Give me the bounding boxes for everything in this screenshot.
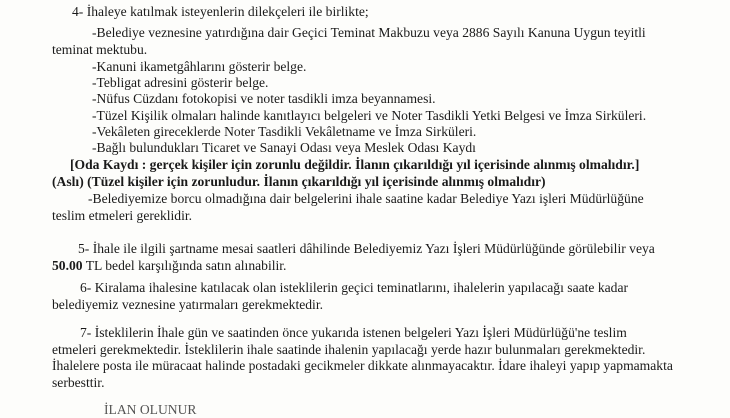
item-7-line-3: İhalelere posta ile müracaat halinde postadaki gecikmeler dikkate alınmayacaktır. İdare ihaleyi yapıp yapmamakta: [52, 358, 673, 373]
requirement-borc: -Belediyemize borcu olmadığına dair belgelerini ihale saatine kadar Belediye Yazı işleri Müdürlüğüne: [88, 191, 644, 206]
item-6-cont: belediyemiz veznesine yatırmaları gerekmektedir.: [52, 297, 323, 312]
requirement-tebligat: -Tebligat adresini gösterir belge.: [92, 75, 269, 90]
item-6: 6- Kiralama ihalesine katılacak olan isteklilerin geçici teminatlarını, ihalelerin yapılacağı saate kadar: [80, 280, 629, 295]
requirement-teminat: -Belediye veznesine yatırdığına dair Geçici Teminat Makbuzu veya 2886 Sayılı Kanuna Uygun teyitli: [92, 25, 646, 40]
item-5: 5- İhale ile ilgili şartname mesai saatleri dâhilinde Belediyemiz Yazı İşleri Müdürlüğünde görülebilir veya: [78, 241, 655, 256]
requirement-oda: -Bağlı bulundukları Ticaret ve Sanayi Odası veya Meslek Odası Kaydı: [92, 140, 476, 155]
requirement-nufus: -Nüfus Cüzdanı fotokopisi ve noter tasdikli imza beyannamesi.: [92, 91, 436, 106]
requirement-borc-cont: teslim etmeleri gereklidir.: [52, 208, 193, 223]
requirement-vekaleten: -Vekâleten gireceklerde Noter Tasdikli Vekâletname ve İmza Sirküleri.: [92, 124, 477, 139]
ilan-olunur: İLAN OLUNUR: [104, 402, 197, 417]
item-4-heading: 4- İhaleye katılmak isteyenlerin dilekçeleri ile birlikte;: [72, 4, 369, 19]
item-7-line-2: etmeleri gerekmektedir. İsteklilerin ihale saatinde ihalenin yapılacağı yerde hazır bulunmaları gerekmektedir.: [52, 342, 646, 357]
price-text: TL bedel karşılığında satın alınabilir.: [82, 258, 287, 273]
item-5-cont: [52, 258, 286, 274]
requirement-ikametgah: -Kanuni ikametgâhlarını gösterir belge.: [92, 59, 307, 74]
price-value: 50.00: [52, 258, 83, 273]
oda-kaydi-note: [Oda Kaydı : gerçek kişiler için zorunlu değildir. İlanın çıkarıldığı yıl içerisinde alınmış olmalıdır.]: [70, 157, 640, 172]
asli-note: (Aslı) (Tüzel kişiler için zorunludur. İlanın çıkarıldığı yıl içerisinde alınmış olmalıdır): [52, 174, 546, 189]
item-7: 7- İsteklilerin İhale gün ve saatinden önce yukarıda istenen belgeleri Yazı İşleri Müdürlüğü'ne teslim: [80, 325, 627, 340]
requirement-teminat-cont: teminat mektubu.: [52, 42, 148, 57]
item-7-line-4: serbesttir.: [52, 375, 105, 390]
requirement-tuzel: -Tüzel Kişilik olmaları halinde kanıtlayıcı belgeleri ve Noter Tasdikli Yetki Belgesi ve İmza Sirküleri.: [92, 108, 647, 123]
